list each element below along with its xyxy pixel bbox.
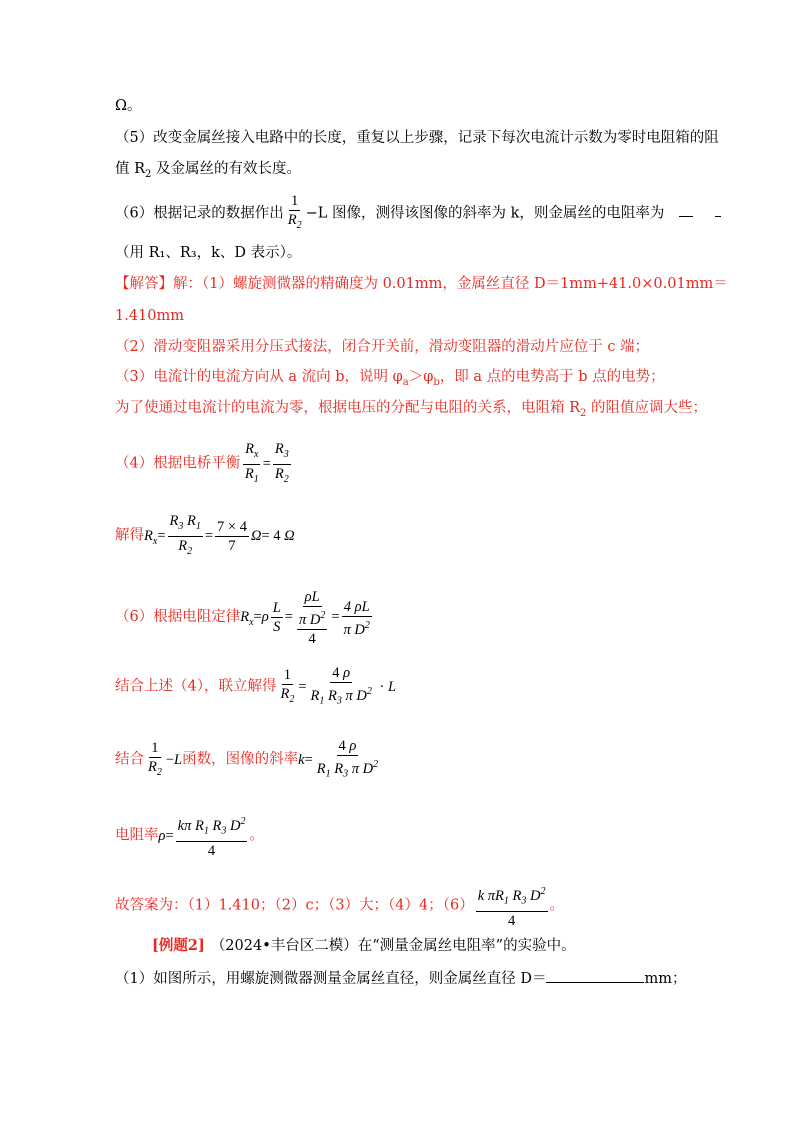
answer-resistivity <box>115 813 264 860</box>
step5-text: （5）改变金属丝接入电路中的长度，重复以上步骤，记录下每次电流计示数为零时电阻箱的阻 <box>115 130 719 146</box>
example-tag: [例题2] <box>152 937 205 954</box>
answer-solve-rx <box>115 512 295 561</box>
answer-2-text: （2）滑动变阻器采用分压式接法，闭合开关前，滑动变阻器的滑动片应位于 c 端； <box>115 339 650 355</box>
slope-formula: k= $\frac{4 \rho}{R_1 R_3 \pi D^2}$ <box>298 738 379 780</box>
final-answer-label: 故答案为：（1）1.410；（2）c；（3）大；（4）4；（6） <box>115 897 474 914</box>
step6-text-a: （6）根据记录的数据作出 <box>115 205 284 222</box>
resistance-law-formula: $R_x=\rho$ $\frac{L}{S}$ = $\frac{\rho L}{\frac{\pi D^2}{4}}$ = $\frac{4 \rho L}{\pi D^2}$ <box>240 589 370 647</box>
question-step-6-cont <box>115 243 301 263</box>
answer-line-3b <box>115 398 707 424</box>
q1-text-b: mm； <box>644 971 687 987</box>
blank-2 <box>715 216 721 217</box>
answer-line-6 <box>115 588 374 648</box>
combine2-label-a: 结合 <box>115 751 144 768</box>
step6-cont: （用 R₁、R₃，k、D 表示）。 <box>115 245 302 261</box>
q1-text-a: （1）如图所示，用螺旋测微器测量金属丝直径，则金属丝直径 D＝ <box>115 971 547 987</box>
q1-answer-blank <box>546 982 644 983</box>
rx-formula: $R_x=$ $\frac{R_3 R_1}{R_2}$ = $\frac{7 \times 4}{7}$ Ω= 4 Ω <box>144 513 295 557</box>
final-answer <box>115 883 564 930</box>
answer-combine-2 <box>115 737 382 784</box>
question-step-5-cont <box>115 159 301 185</box>
answer-1b-text: 1.410mm <box>115 308 185 324</box>
resistivity-label: 电阻率 <box>115 827 159 844</box>
answer-line-1b <box>115 306 184 326</box>
blank-1 <box>679 216 693 217</box>
answer-tag: 【解答】 <box>115 276 173 292</box>
combine2-label-b: 函数，图像的斜率 <box>182 751 299 768</box>
answer-3d: 为了使通过电流计的电流为零，根据电压的分配与电阻的关系，电阻箱 R <box>115 400 581 416</box>
example-question-1 <box>115 969 686 989</box>
example-heading <box>152 936 576 956</box>
answer-6-text: （6）根据电阻定律 <box>115 609 241 626</box>
final-period: 。 <box>549 897 565 914</box>
question-step-5 <box>115 128 719 148</box>
step5-cont-a: 值 R <box>115 161 146 177</box>
answer-combine-1 <box>115 664 396 711</box>
answer-3-sub-a: a <box>402 376 409 388</box>
answer-3a: （3）电流计的电流方向从 a 流向 b，说明 φ <box>115 369 403 385</box>
answer-line-4 <box>115 440 293 489</box>
solve-label: 解得 <box>115 527 144 544</box>
answer-line-2 <box>115 337 649 357</box>
answer-3-sub-b: b <box>433 376 440 388</box>
step5-cont-c: 及金属丝的有效长度。 <box>151 161 302 177</box>
answer-3e: 的阻值应调大些； <box>586 400 708 416</box>
answer-3c: ，即 a 点的电势高于 b 点的电势； <box>439 369 665 385</box>
step6-text-b: −L 图像，测得该图像的斜率为 k，则金属丝的电阻率为 <box>305 205 665 222</box>
resistivity-formula: ρ= $\frac{k\pi R_1 R_3 D^2}{4}$ <box>159 828 250 844</box>
omega-text: Ω。 <box>115 98 142 114</box>
answer-1-text: 解：（1）螺旋测微器的精确度为 0.01mm，金属丝直径 D＝1mm+41.0×0.01mm＝ <box>173 276 728 292</box>
text-line-omega <box>115 96 142 116</box>
answer-line-1 <box>115 274 728 294</box>
answer-3d-sub: 2 <box>580 407 587 419</box>
answer-3b: ＞φ <box>408 369 434 385</box>
example-text: （2024•丰台区二模）在“测量金属丝电阻率”的实验中。 <box>210 938 576 954</box>
final-rho-formula: $\frac{k \pi R_1 R_3 D^2}{4}$ <box>474 898 550 914</box>
frac-1-over-r2: $\frac{1}{R_2}$ <box>287 193 302 231</box>
step5-sub: 2 <box>145 168 152 180</box>
period: 。 <box>249 827 264 844</box>
question-step-6 <box>115 192 721 235</box>
bridge-balance-formula: $\frac{R_x}{R_1}$ = $\frac{R_3}{R_2}$ <box>244 441 289 485</box>
answer-4-text: （4）根据电桥平衡 <box>115 455 241 472</box>
inverse-r2-minus-l: $\frac{1}{R_2}$ −L <box>148 739 183 778</box>
combine-formula: $\frac{1}{R_2}$ = $\frac{4 \rho}{R_1 R_3 \pi D^2}$ · L <box>280 665 397 707</box>
combine-label: 结合上述（4），联立解得 <box>115 678 277 695</box>
answer-line-3 <box>115 367 665 393</box>
